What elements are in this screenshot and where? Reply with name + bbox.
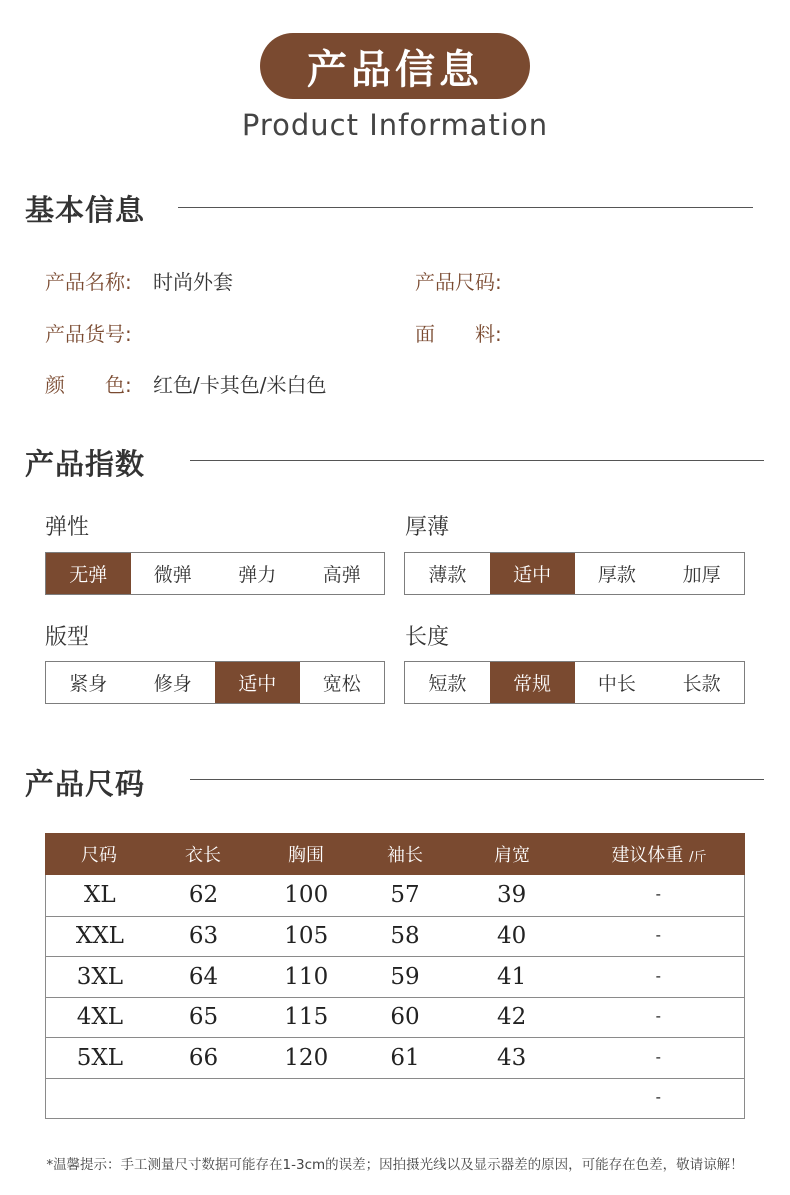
thickness-option: 薄款 xyxy=(428,564,467,586)
cell-shoulder: 41 xyxy=(497,963,527,990)
page-title: 产品信息 xyxy=(307,46,483,93)
header-weight-label: 建议体重 xyxy=(611,845,684,866)
thickness-option: 厚款 xyxy=(597,564,636,586)
length-option: 中长 xyxy=(597,673,636,695)
fit-title: 版型 xyxy=(45,625,90,650)
header-length: 衣长 xyxy=(185,845,221,866)
fit-option: 适中 xyxy=(215,662,300,703)
table-row xyxy=(46,1078,744,1119)
cell-shoulder: 39 xyxy=(497,882,527,909)
cell-chest: 100 xyxy=(284,882,329,909)
page-subtitle: Product Information xyxy=(241,108,549,142)
cell-chest: 110 xyxy=(284,963,329,990)
product-index-divider xyxy=(190,460,764,461)
table-row xyxy=(46,956,744,997)
product-size-label: 产品尺码: xyxy=(415,270,502,294)
elasticity-option: 无弹 xyxy=(46,553,131,594)
table-row xyxy=(46,916,744,957)
cell-sleeve: 57 xyxy=(390,882,420,909)
cell-chest: 115 xyxy=(284,1004,329,1031)
color-value: 红色/卡其色/米白色 xyxy=(153,373,327,397)
cell-size: XL xyxy=(84,882,116,909)
header-weight xyxy=(573,841,745,867)
cell-length: 64 xyxy=(188,963,219,990)
cell-weight: - xyxy=(655,1089,661,1107)
table-body xyxy=(45,875,745,1119)
size-heading: 产品尺码 xyxy=(25,767,146,801)
header-sleeve: 袖长 xyxy=(387,845,423,866)
thickness-title: 厚薄 xyxy=(405,515,450,540)
table-header xyxy=(45,833,745,875)
elasticity-option: 高弹 xyxy=(322,564,361,586)
fit-scale xyxy=(45,661,385,704)
table-row xyxy=(46,997,744,1038)
cell-length: 63 xyxy=(188,923,219,950)
length-option: 短款 xyxy=(428,673,467,695)
cell-shoulder: 42 xyxy=(497,1004,527,1031)
color-label: 颜 色: xyxy=(45,373,132,397)
elasticity-option: 弹力 xyxy=(238,564,277,586)
cell-length: 62 xyxy=(188,882,219,909)
cell-size: 5XL xyxy=(76,1044,123,1071)
fit-option: 修身 xyxy=(153,673,192,695)
fit-option: 宽松 xyxy=(322,673,361,695)
cell-size: 4XL xyxy=(76,1004,123,1031)
cell-weight: - xyxy=(655,1008,661,1026)
thickness-option: 适中 xyxy=(490,553,575,594)
fit-option: 紧身 xyxy=(69,673,108,695)
cell-shoulder: 43 xyxy=(497,1044,527,1071)
header-size: 尺码 xyxy=(81,845,117,866)
cell-shoulder: 40 xyxy=(497,923,527,950)
cell-sleeve: 61 xyxy=(390,1044,420,1071)
cell-weight: - xyxy=(655,967,661,985)
table-row xyxy=(46,1037,744,1078)
thickness-scale xyxy=(404,552,745,595)
thickness-option: 加厚 xyxy=(682,564,721,586)
cell-sleeve: 58 xyxy=(390,923,420,950)
elasticity-option: 微弹 xyxy=(153,564,192,586)
product-name-label: 产品名称: xyxy=(45,270,132,294)
cell-size: XXL xyxy=(75,923,124,950)
footnote: *温馨提示：手工测量尺寸数据可能存在1-3cm的误差；因拍摄光线以及显示器差的原因，可能存在色差，敬请谅解！ xyxy=(46,1157,744,1173)
length-option: 常规 xyxy=(490,662,575,703)
cell-weight: - xyxy=(655,886,661,904)
cell-weight: - xyxy=(655,927,661,945)
size-table xyxy=(45,833,745,1119)
cell-length: 66 xyxy=(188,1044,219,1071)
product-name-value: 时尚外套 xyxy=(153,270,233,294)
basic-info-divider xyxy=(178,207,753,208)
header-shoulder: 肩宽 xyxy=(494,845,530,866)
cell-size: 3XL xyxy=(76,963,123,990)
header-weight-unit: /斤 xyxy=(689,850,707,865)
cell-weight: - xyxy=(655,1048,661,1066)
size-divider xyxy=(190,779,764,780)
page-title-badge xyxy=(260,33,530,99)
length-option: 长款 xyxy=(682,673,721,695)
elasticity-title: 弹性 xyxy=(45,515,90,540)
cell-sleeve: 60 xyxy=(390,1004,420,1031)
product-index-heading: 产品指数 xyxy=(25,447,146,481)
cell-chest: 105 xyxy=(284,923,329,950)
fabric-label: 面 料: xyxy=(415,322,502,346)
cell-sleeve: 59 xyxy=(390,963,420,990)
elasticity-scale xyxy=(45,552,385,595)
length-scale xyxy=(404,661,745,704)
basic-info-heading: 基本信息 xyxy=(25,193,146,227)
length-title: 长度 xyxy=(405,625,450,650)
table-row xyxy=(46,875,744,916)
product-sku-label: 产品货号: xyxy=(45,322,132,346)
cell-length: 65 xyxy=(188,1004,219,1031)
cell-chest: 120 xyxy=(284,1044,329,1071)
header-chest: 胸围 xyxy=(288,845,324,866)
